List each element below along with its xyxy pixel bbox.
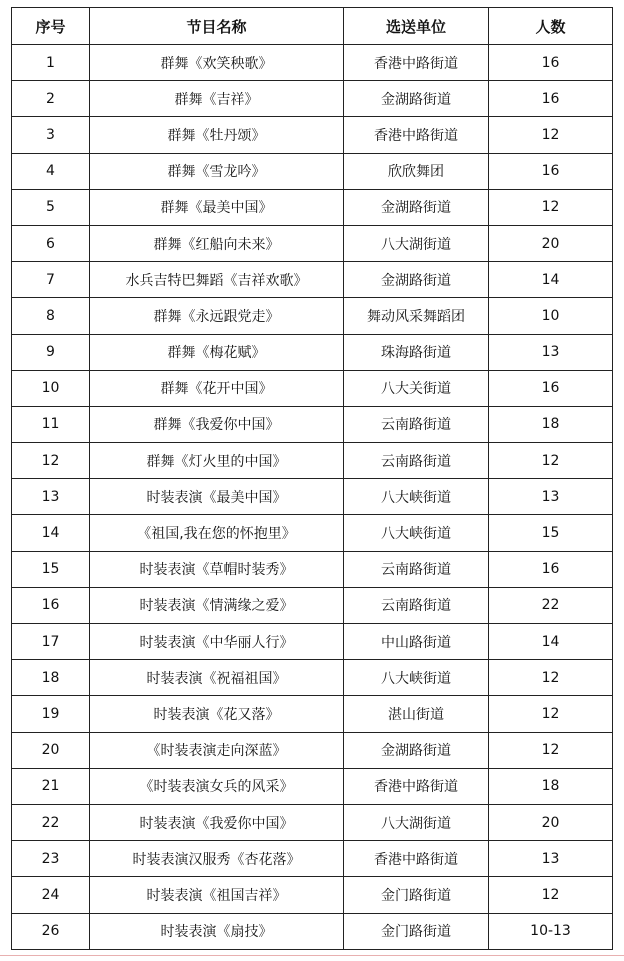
cell-unit: 八大峡街道 — [344, 515, 489, 551]
cell-index: 21 — [12, 768, 90, 804]
cell-unit: 香港中路街道 — [344, 117, 489, 153]
cell-unit: 中山路街道 — [344, 624, 489, 660]
cell-index: 18 — [12, 660, 90, 696]
cell-count: 12 — [489, 732, 613, 768]
table-row — [12, 624, 613, 660]
cell-unit: 珠海路街道 — [344, 334, 489, 370]
header-index: 序号 — [12, 8, 90, 45]
cell-index: 16 — [12, 587, 90, 623]
cell-index: 14 — [12, 515, 90, 551]
cell-unit: 香港中路街道 — [344, 841, 489, 877]
table-body — [12, 45, 613, 950]
cell-unit: 云南路街道 — [344, 551, 489, 587]
cell-unit: 八大关街道 — [344, 370, 489, 406]
cell-program-name: 时装表演《中华丽人行》 — [90, 624, 344, 660]
cell-count: 16 — [489, 370, 613, 406]
cell-index: 9 — [12, 334, 90, 370]
cell-program-name: 群舞《花开中国》 — [90, 370, 344, 406]
cell-program-name: 时装表演《情满缘之爱》 — [90, 587, 344, 623]
cell-index: 22 — [12, 804, 90, 840]
cell-index: 26 — [12, 913, 90, 949]
program-table — [11, 7, 613, 950]
cell-index: 23 — [12, 841, 90, 877]
header-program-name: 节目名称 — [90, 8, 344, 45]
cell-program-name: 群舞《吉祥》 — [90, 81, 344, 117]
table-header — [12, 8, 613, 45]
cell-program-name: 《时装表演女兵的风采》 — [90, 768, 344, 804]
cell-index: 5 — [12, 189, 90, 225]
cell-unit: 金湖路街道 — [344, 732, 489, 768]
cell-program-name: 群舞《我爱你中国》 — [90, 406, 344, 442]
cell-program-name: 群舞《欢笑秧歌》 — [90, 45, 344, 81]
cell-index: 1 — [12, 45, 90, 81]
cell-program-name: 《时装表演走向深蓝》 — [90, 732, 344, 768]
cell-program-name: 时装表演《最美中国》 — [90, 479, 344, 515]
cell-index: 11 — [12, 406, 90, 442]
table-row — [12, 81, 613, 117]
cell-count: 13 — [489, 479, 613, 515]
cell-program-name: 群舞《最美中国》 — [90, 189, 344, 225]
cell-count: 12 — [489, 189, 613, 225]
cell-unit: 湛山街道 — [344, 696, 489, 732]
cell-index: 2 — [12, 81, 90, 117]
cell-count: 20 — [489, 804, 613, 840]
table-row — [12, 262, 613, 298]
table-row — [12, 587, 613, 623]
cell-count: 14 — [489, 624, 613, 660]
cell-unit: 金湖路街道 — [344, 81, 489, 117]
cell-program-name: 时装表演《祖国吉祥》 — [90, 877, 344, 913]
cell-unit: 金湖路街道 — [344, 262, 489, 298]
table-row — [12, 225, 613, 261]
cell-program-name: 时装表演《扇技》 — [90, 913, 344, 949]
cell-index: 19 — [12, 696, 90, 732]
cell-program-name: 时装表演《祝福祖国》 — [90, 660, 344, 696]
cell-index: 15 — [12, 551, 90, 587]
table-row — [12, 117, 613, 153]
cell-program-name: 群舞《牡丹颂》 — [90, 117, 344, 153]
cell-program-name: 群舞《永远跟党走》 — [90, 298, 344, 334]
cell-count: 15 — [489, 515, 613, 551]
cell-unit: 欣欣舞团 — [344, 153, 489, 189]
cell-unit: 八大湖街道 — [344, 225, 489, 261]
cell-unit: 金门路街道 — [344, 877, 489, 913]
cell-index: 7 — [12, 262, 90, 298]
table-row — [12, 732, 613, 768]
cell-unit: 云南路街道 — [344, 443, 489, 479]
cell-count: 20 — [489, 225, 613, 261]
table-row — [12, 189, 613, 225]
cell-program-name: 水兵吉特巴舞蹈《吉祥欢歌》 — [90, 262, 344, 298]
table-row — [12, 298, 613, 334]
cell-index: 17 — [12, 624, 90, 660]
table-row — [12, 479, 613, 515]
cell-count: 10-13 — [489, 913, 613, 949]
table-row — [12, 696, 613, 732]
cell-program-name: 时装表演《草帽时装秀》 — [90, 551, 344, 587]
cell-count: 18 — [489, 406, 613, 442]
cell-count: 16 — [489, 551, 613, 587]
cell-count: 14 — [489, 262, 613, 298]
cell-program-name: 时装表演《我爱你中国》 — [90, 804, 344, 840]
table-row — [12, 877, 613, 913]
cell-count: 16 — [489, 153, 613, 189]
cell-count: 12 — [489, 877, 613, 913]
cell-program-name: 群舞《红船向未来》 — [90, 225, 344, 261]
cell-count: 12 — [489, 696, 613, 732]
cell-count: 13 — [489, 841, 613, 877]
page-bottom-divider — [0, 955, 624, 956]
cell-unit: 八大峡街道 — [344, 479, 489, 515]
cell-unit: 金湖路街道 — [344, 189, 489, 225]
cell-program-name: 群舞《雪龙吟》 — [90, 153, 344, 189]
cell-index: 10 — [12, 370, 90, 406]
cell-unit: 香港中路街道 — [344, 768, 489, 804]
cell-index: 3 — [12, 117, 90, 153]
table-row — [12, 45, 613, 81]
cell-count: 10 — [489, 298, 613, 334]
cell-unit: 八大湖街道 — [344, 804, 489, 840]
cell-index: 6 — [12, 225, 90, 261]
header-unit: 选送单位 — [344, 8, 489, 45]
cell-unit: 云南路街道 — [344, 406, 489, 442]
cell-program-name: 时装表演汉服秀《杏花落》 — [90, 841, 344, 877]
table-row — [12, 443, 613, 479]
cell-count: 12 — [489, 443, 613, 479]
cell-program-name: 群舞《梅花赋》 — [90, 334, 344, 370]
cell-unit: 云南路街道 — [344, 587, 489, 623]
table-row — [12, 768, 613, 804]
table-row — [12, 804, 613, 840]
header-count: 人数 — [489, 8, 613, 45]
table-row — [12, 153, 613, 189]
table-row — [12, 515, 613, 551]
header-row — [12, 8, 613, 45]
cell-index: 4 — [12, 153, 90, 189]
table-row — [12, 334, 613, 370]
table-row — [12, 406, 613, 442]
cell-program-name: 时装表演《花又落》 — [90, 696, 344, 732]
cell-program-name: 群舞《灯火里的中国》 — [90, 443, 344, 479]
table-row — [12, 660, 613, 696]
cell-unit: 金门路街道 — [344, 913, 489, 949]
cell-program-name: 《祖国,我在您的怀抱里》 — [90, 515, 344, 551]
cell-count: 18 — [489, 768, 613, 804]
cell-index: 12 — [12, 443, 90, 479]
cell-index: 8 — [12, 298, 90, 334]
cell-index: 20 — [12, 732, 90, 768]
cell-count: 13 — [489, 334, 613, 370]
cell-index: 13 — [12, 479, 90, 515]
cell-unit: 香港中路街道 — [344, 45, 489, 81]
cell-index: 24 — [12, 877, 90, 913]
table-row — [12, 841, 613, 877]
cell-count: 22 — [489, 587, 613, 623]
cell-count: 16 — [489, 81, 613, 117]
table-row — [12, 370, 613, 406]
cell-count: 12 — [489, 660, 613, 696]
cell-unit: 八大峡街道 — [344, 660, 489, 696]
cell-count: 16 — [489, 45, 613, 81]
cell-count: 12 — [489, 117, 613, 153]
cell-unit: 舞动风采舞蹈团 — [344, 298, 489, 334]
table-row — [12, 551, 613, 587]
table-row — [12, 913, 613, 949]
